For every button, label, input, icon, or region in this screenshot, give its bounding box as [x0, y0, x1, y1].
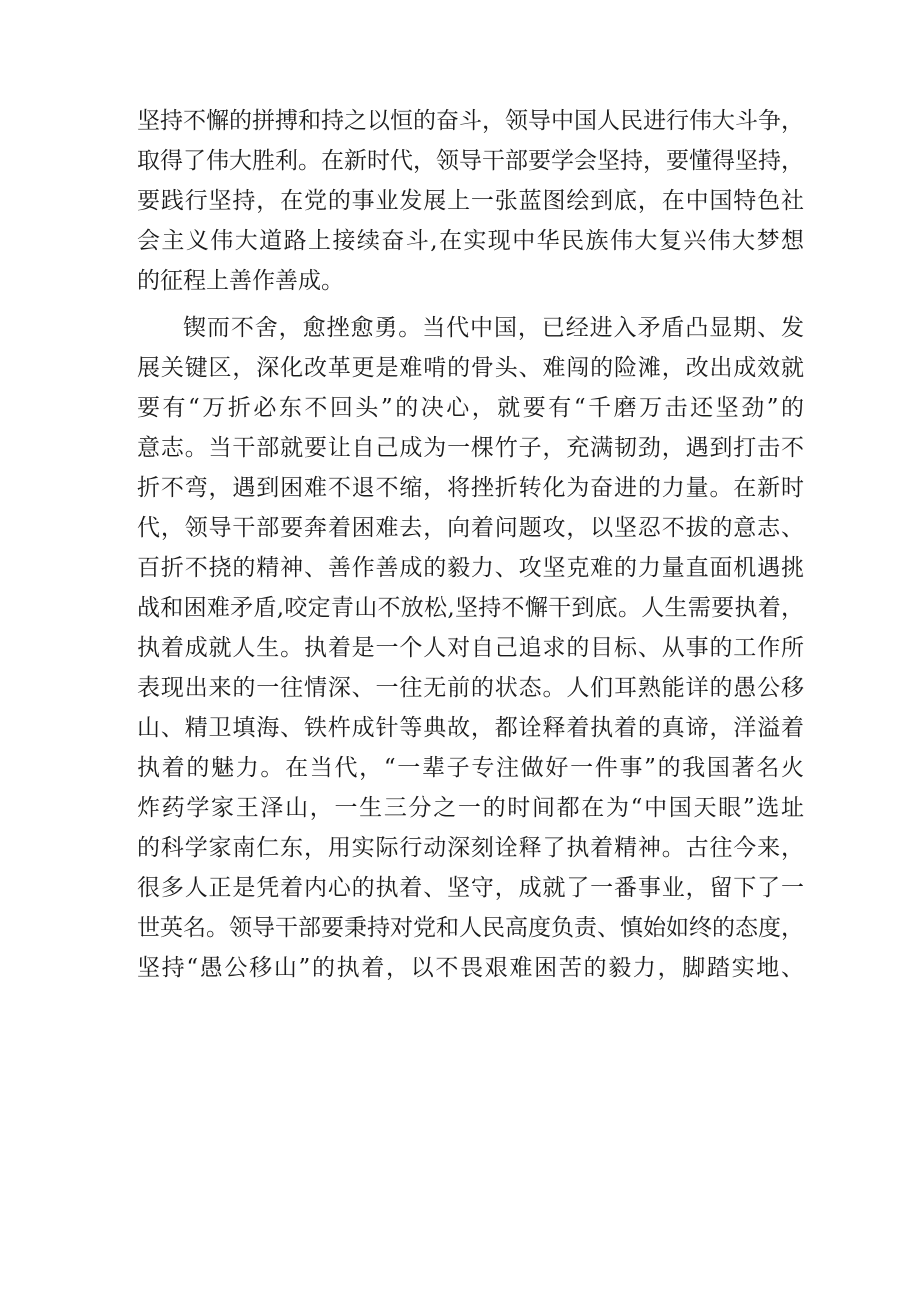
text-line: 战和困难矛盾,咬定青山不放松,坚持不懈干到底。人生需要执着， [137, 595, 804, 621]
text-line: 锲而不舍，愈挫愈勇。当代中国，已经进入矛盾凸显期、发 [183, 315, 804, 341]
text-line: 坚持不懈的拼搏和持之以恒的奋斗，领导中国人民进行伟大斗争， [137, 108, 804, 134]
text-line: 代，领导干部要奔着困难去，向着问题攻，以坚忍不拔的意志、 [137, 515, 804, 541]
text-line: 的征程上善作善成。 [137, 268, 344, 294]
text-line: 取得了伟大胜利。在新时代，领导干部要学会坚持，要懂得坚持， [137, 148, 804, 174]
body-text [137, 101, 804, 988]
text-line: 炸药学家王泽山，一生三分之一的时间都在为“中国天眼”选址 [137, 795, 804, 821]
text-line: 意志。当干部就要让自己成为一棵竹子，充满韧劲，遇到打击不 [137, 435, 804, 461]
text-line: 执着成就人生。执着是一个人对自己追求的目标、从事的工作所 [137, 635, 804, 661]
text-line: 展关键区，深化改革更是难啃的骨头、难闯的险滩，改出成效就 [137, 355, 804, 381]
paragraph-2 [137, 308, 804, 988]
paragraph-gap [137, 301, 804, 308]
text-line: 要践行坚持，在党的事业发展上一张蓝图绘到底，在中国特色社 [137, 188, 804, 214]
text-line: 执着的魅力。在当代，“一辈子专注做好一件事”的我国著名火 [137, 755, 804, 781]
text-line: 表现出来的一往情深、一往无前的状态。人们耳熟能详的愚公移 [137, 675, 804, 701]
text-line: 世英名。领导干部要秉持对党和人民高度负责、慎始如终的态度， [137, 915, 804, 941]
text-line: 折不弯，遇到困难不退不缩，将挫折转化为奋进的力量。在新时 [137, 475, 804, 501]
text-line: 很多人正是凭着内心的执着、坚守，成就了一番事业，留下了一 [137, 875, 804, 901]
text-line: 坚持“愚公移山”的执着，以不畏艰难困苦的毅力，脚踏实地、 [137, 955, 804, 981]
text-line: 要有“万折必东不回头”的决心，就要有“千磨万击还坚劲”的 [137, 395, 804, 421]
text-line: 山、精卫填海、铁杵成针等典故，都诠释着执着的真谛，洋溢着 [137, 715, 804, 741]
text-line: 会主义伟大道路上接续奋斗,在实现中华民族伟大复兴伟大梦想 [137, 228, 804, 254]
text-line: 的科学家南仁东，用实际行动深刻诠释了执着精神。古往今来， [137, 835, 804, 861]
text-line: 百折不挠的精神、善作善成的毅力、攻坚克难的力量直面机遇挑 [137, 555, 804, 581]
paragraph-1 [137, 101, 804, 301]
